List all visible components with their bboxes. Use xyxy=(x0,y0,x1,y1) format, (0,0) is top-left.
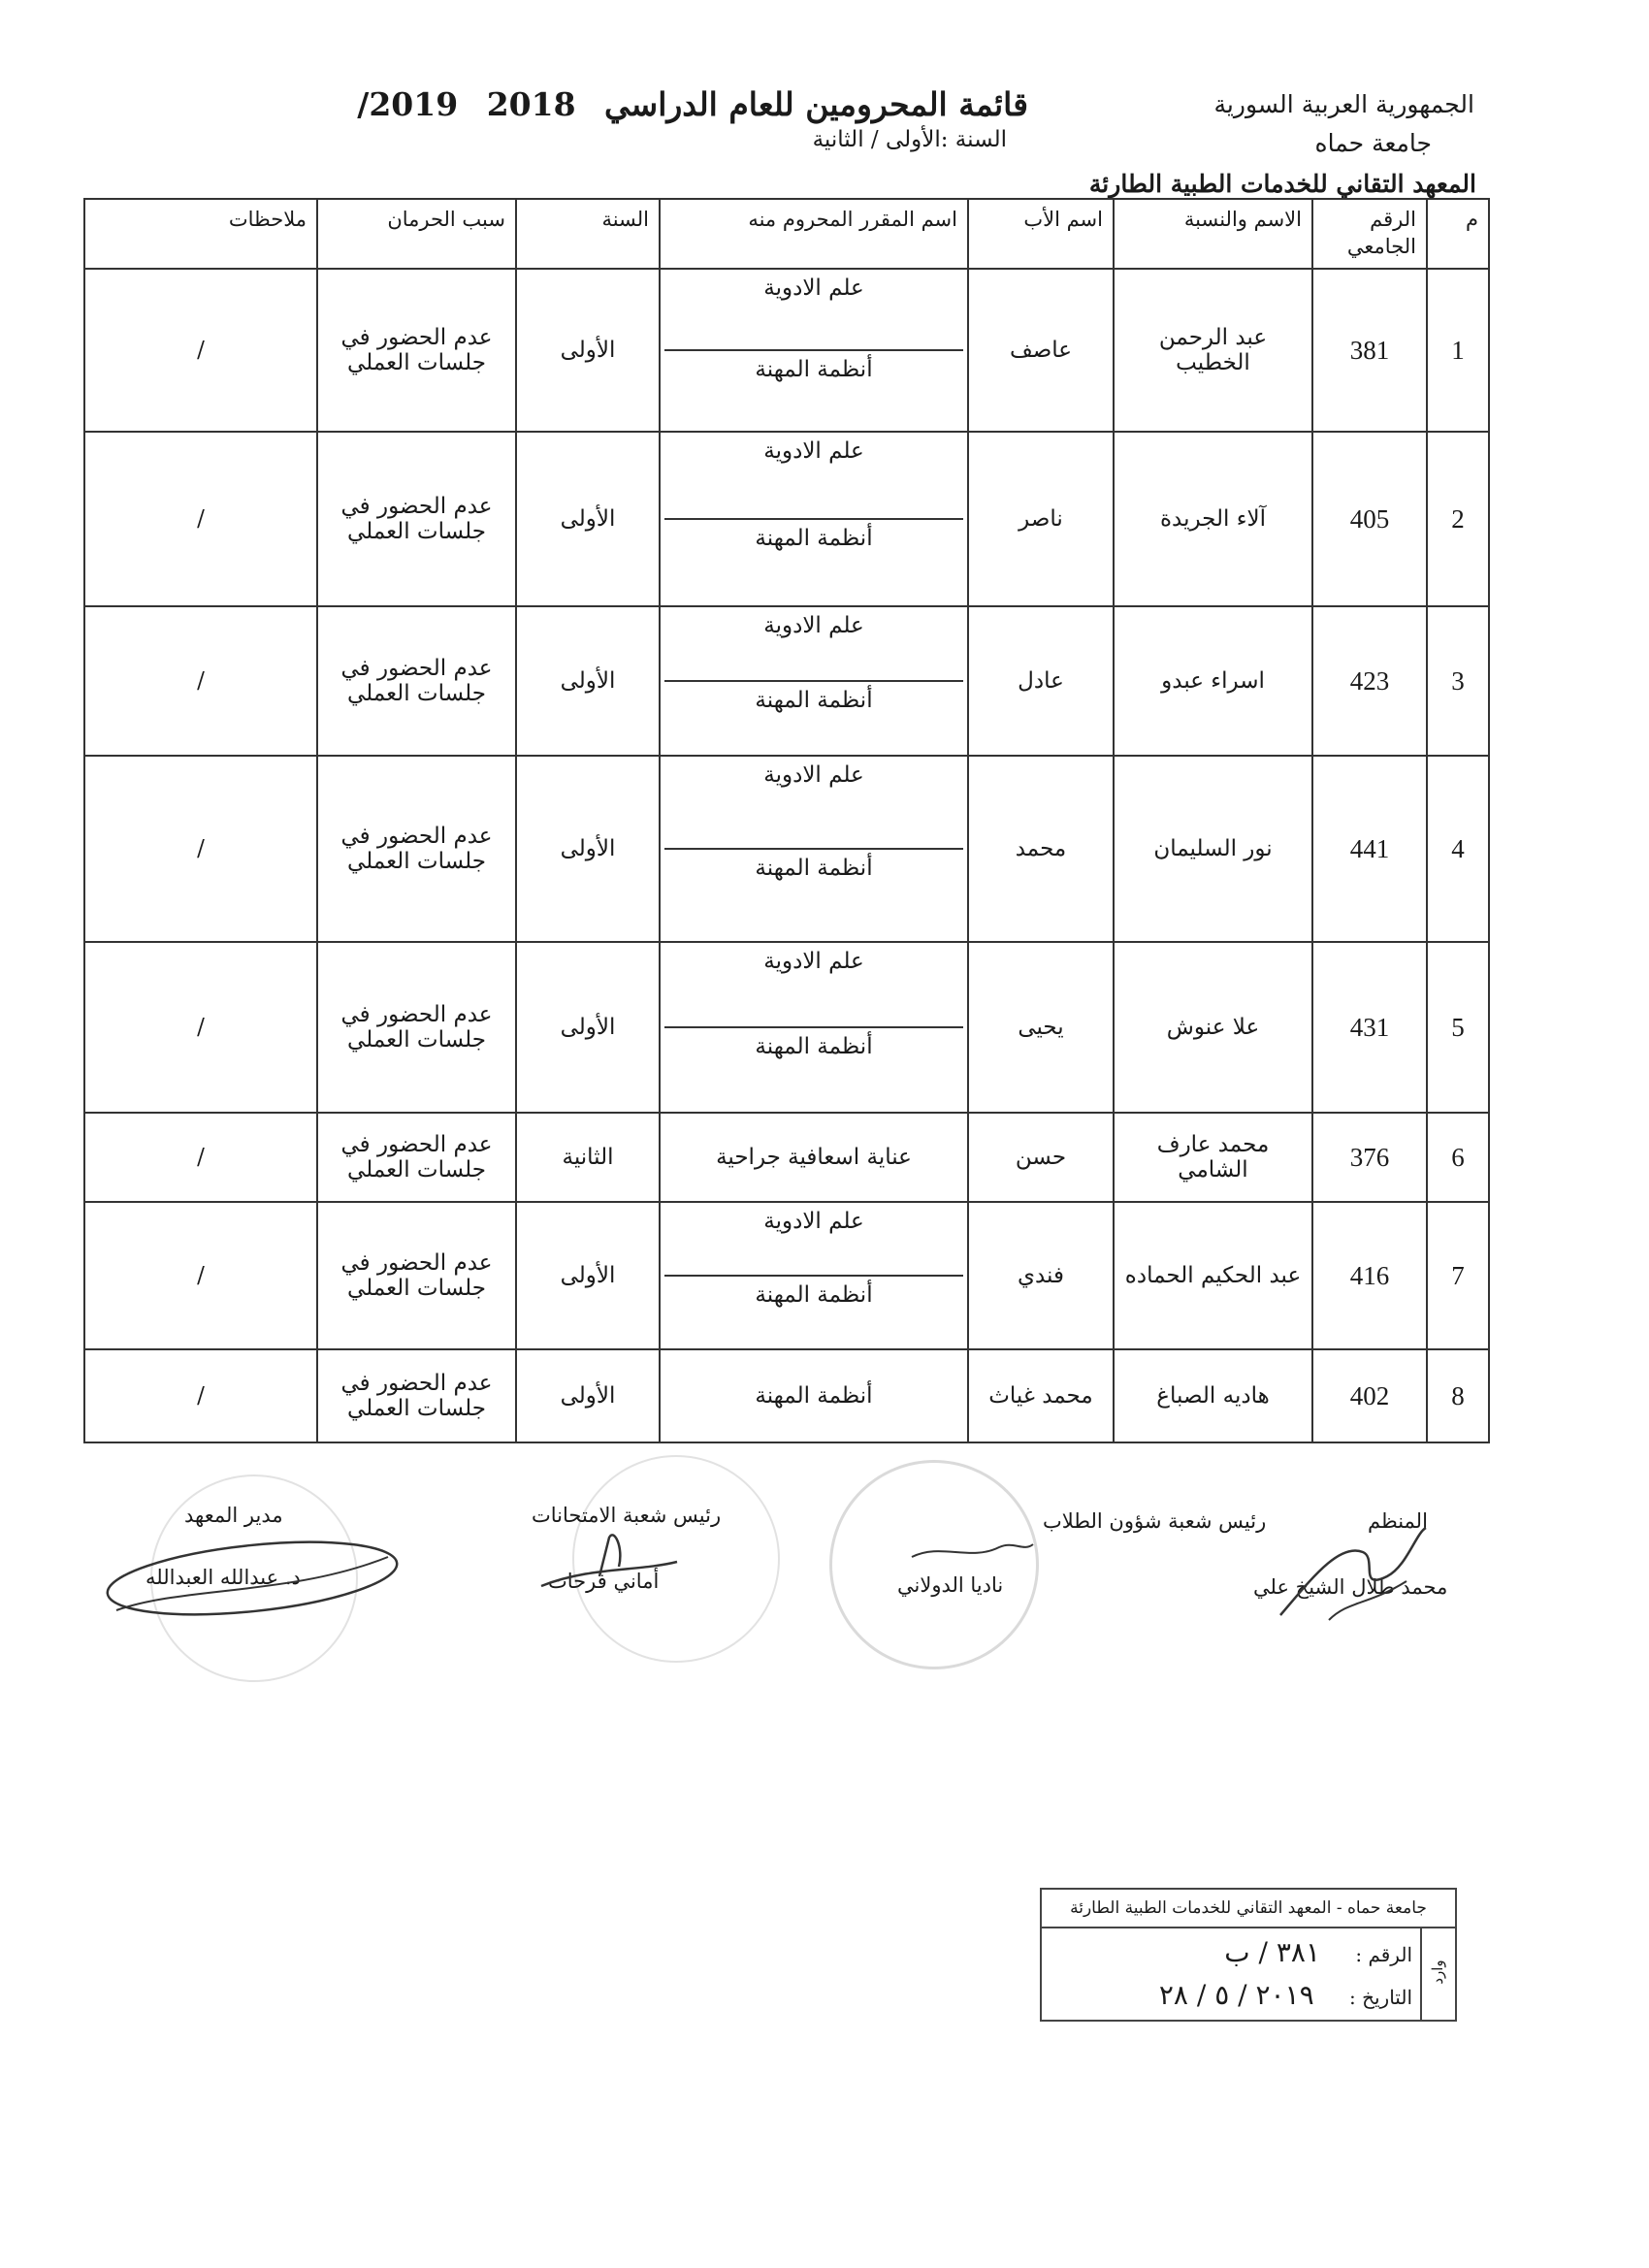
institute-name: المعهد التقاني للخدمات الطبية الطارئة xyxy=(1088,170,1476,198)
course-name: علم الادوية xyxy=(763,1209,864,1234)
deprivation-reason: عدم الحضور في جلسات العملي xyxy=(317,942,516,1113)
student-affairs-title: رئيس شعبة شؤون الطلاب xyxy=(1043,1509,1267,1533)
registry-number-value: ٣٨١ / ب xyxy=(1224,1936,1320,1968)
father-name: حسن xyxy=(968,1113,1114,1202)
director-signature xyxy=(97,1518,407,1635)
row-index: 8 xyxy=(1427,1349,1489,1442)
registry-date-line xyxy=(1053,1979,1412,2011)
course-cell xyxy=(660,432,968,606)
father-name: ناصر xyxy=(968,432,1114,606)
registry-stamp-header: جامعة حماه - المعهد التقاني للخدمات الطبية الطارئة xyxy=(1042,1890,1455,1928)
course-name: عناية اسعافية جراحية xyxy=(660,1113,968,1202)
study-year: الأولى xyxy=(516,1349,660,1442)
notes: / xyxy=(84,942,317,1113)
table-header-row xyxy=(84,199,1489,269)
registry-date-label: التاريخ : xyxy=(1348,1986,1412,2009)
organizer-signature xyxy=(1271,1523,1436,1630)
table-row xyxy=(84,432,1489,606)
course-name: أنظمة المهنة xyxy=(664,848,963,941)
course-name: أنظمة المهنة xyxy=(664,1275,963,1348)
exams-name: أماني فرحات xyxy=(548,1570,660,1593)
course-name: علم الادوية xyxy=(763,275,864,301)
student-name: علا عنوش xyxy=(1114,942,1312,1113)
notes: / xyxy=(84,1113,317,1202)
col-header-course: اسم المقرر المحروم منه xyxy=(660,199,968,269)
registry-date-value: ٢٠١٩ / ٥ / ٢٨ xyxy=(1158,1979,1314,2011)
title-text: قائمة المحرومين للعام الدراسي xyxy=(604,85,1028,123)
student-id: 416 xyxy=(1312,1202,1427,1349)
exams-title: رئيس شعبة الامتحانات xyxy=(532,1504,722,1527)
deprivation-reason: عدم الحضور في جلسات العملي xyxy=(317,1349,516,1442)
student-name: هاديه الصباغ xyxy=(1114,1349,1312,1442)
institution-header xyxy=(1086,85,1474,163)
deprived-students-table xyxy=(83,198,1490,1443)
document-subtitle: السنة :الأولى / الثانية xyxy=(812,127,1007,152)
row-index: 5 xyxy=(1427,942,1489,1113)
student-affairs-name: ناديا الدولاني xyxy=(897,1573,1004,1597)
course-cell xyxy=(660,756,968,942)
student-id: 376 xyxy=(1312,1113,1427,1202)
course-name: علم الادوية xyxy=(763,949,864,974)
table-row xyxy=(84,269,1489,432)
row-index: 7 xyxy=(1427,1202,1489,1349)
study-year: الأولى xyxy=(516,1202,660,1349)
course-name: أنظمة المهنة xyxy=(664,680,963,755)
deprivation-reason: عدم الحضور في جلسات العملي xyxy=(317,1113,516,1202)
registry-stamp xyxy=(1040,1888,1457,2022)
director-title: مدير المعهد xyxy=(184,1504,283,1527)
exams-signature xyxy=(532,1528,687,1596)
father-name: محمد غياث xyxy=(968,1349,1114,1442)
course-cell xyxy=(660,269,968,432)
course-cell xyxy=(660,942,968,1113)
student-id: 381 xyxy=(1312,269,1427,432)
student-name: عبد الرحمن الخطيب xyxy=(1114,269,1312,432)
notes: / xyxy=(84,1202,317,1349)
study-year: الأولى xyxy=(516,432,660,606)
father-name: عادل xyxy=(968,606,1114,756)
col-header-year: السنة xyxy=(516,199,660,269)
director-name: د. عبدالله العبدالله xyxy=(146,1566,301,1589)
course-name: علم الادوية xyxy=(763,762,864,788)
col-header-reason: سبب الحرمان xyxy=(317,199,516,269)
course-name: أنظمة المهنة xyxy=(664,1026,963,1112)
notes: / xyxy=(84,756,317,942)
row-index: 3 xyxy=(1427,606,1489,756)
table-row xyxy=(84,1202,1489,1349)
student-name: اسراء عبدو xyxy=(1114,606,1312,756)
deprivation-reason: عدم الحضور في جلسات العملي xyxy=(317,432,516,606)
notes: / xyxy=(84,432,317,606)
study-year: الأولى xyxy=(516,269,660,432)
table-row xyxy=(84,756,1489,942)
course-name: أنظمة المهنة xyxy=(664,518,963,605)
registry-stamp-side-text: وارد xyxy=(1429,1960,1446,1985)
notes: / xyxy=(84,606,317,756)
registry-stamp-side xyxy=(1420,1928,1455,2020)
study-year: الثانية xyxy=(516,1113,660,1202)
registry-number-line xyxy=(1053,1936,1412,1968)
year-start: 2018 xyxy=(486,85,576,123)
organizer-title: المنظم xyxy=(1368,1509,1428,1533)
year-end: 2019/ xyxy=(357,85,459,123)
father-name: يحيى xyxy=(968,942,1114,1113)
deprivation-reason: عدم الحضور في جلسات العملي xyxy=(317,1202,516,1349)
course-name: أنظمة المهنة xyxy=(660,1349,968,1442)
study-year: الأولى xyxy=(516,606,660,756)
row-index: 6 xyxy=(1427,1113,1489,1202)
registry-number-label: الرقم : xyxy=(1355,1943,1412,1966)
row-index: 1 xyxy=(1427,269,1489,432)
notes: / xyxy=(84,269,317,432)
study-year: الأولى xyxy=(516,756,660,942)
course-name: علم الادوية xyxy=(763,613,864,638)
student-affairs-signature xyxy=(902,1523,1038,1581)
notes: / xyxy=(84,1349,317,1442)
deprivation-reason: عدم الحضور في جلسات العملي xyxy=(317,756,516,942)
father-name: محمد xyxy=(968,756,1114,942)
student-id: 402 xyxy=(1312,1349,1427,1442)
table-row xyxy=(84,1349,1489,1442)
row-index: 4 xyxy=(1427,756,1489,942)
student-name: آلاء الجريدة xyxy=(1114,432,1312,606)
student-id: 431 xyxy=(1312,942,1427,1113)
student-name: نور السليمان xyxy=(1114,756,1312,942)
study-year: الأولى xyxy=(516,942,660,1113)
col-header-name: الاسم والنسبة xyxy=(1114,199,1312,269)
table-row xyxy=(84,606,1489,756)
col-header-notes: ملاحظات xyxy=(84,199,317,269)
course-cell xyxy=(660,1202,968,1349)
student-name: محمد عارف الشامي xyxy=(1114,1113,1312,1202)
father-name: عاصف xyxy=(968,269,1114,432)
course-name: علم الادوية xyxy=(763,438,864,464)
student-id: 441 xyxy=(1312,756,1427,942)
organizer-name: محمد طلال الشيخ علي xyxy=(1253,1575,1448,1599)
deprivation-reason: عدم الحضور في جلسات العملي xyxy=(317,606,516,756)
row-index: 2 xyxy=(1427,432,1489,606)
col-header-id: الرقم الجامعي xyxy=(1312,199,1427,269)
student-id: 423 xyxy=(1312,606,1427,756)
course-name: أنظمة المهنة xyxy=(664,349,963,431)
father-name: فندي xyxy=(968,1202,1114,1349)
table-row xyxy=(84,942,1489,1113)
course-cell xyxy=(660,606,968,756)
document-title xyxy=(357,85,1028,152)
table-row xyxy=(84,1113,1489,1202)
deprivation-reason: عدم الحضور في جلسات العملي xyxy=(317,269,516,432)
student-name: عبد الحكيم الحماده xyxy=(1114,1202,1312,1349)
col-header-index: م xyxy=(1427,199,1489,269)
university-name: جامعة حماه xyxy=(1314,129,1432,157)
col-header-father: اسم الأب xyxy=(968,199,1114,269)
country-name: الجمهورية العربية السورية xyxy=(1213,90,1474,118)
student-id: 405 xyxy=(1312,432,1427,606)
